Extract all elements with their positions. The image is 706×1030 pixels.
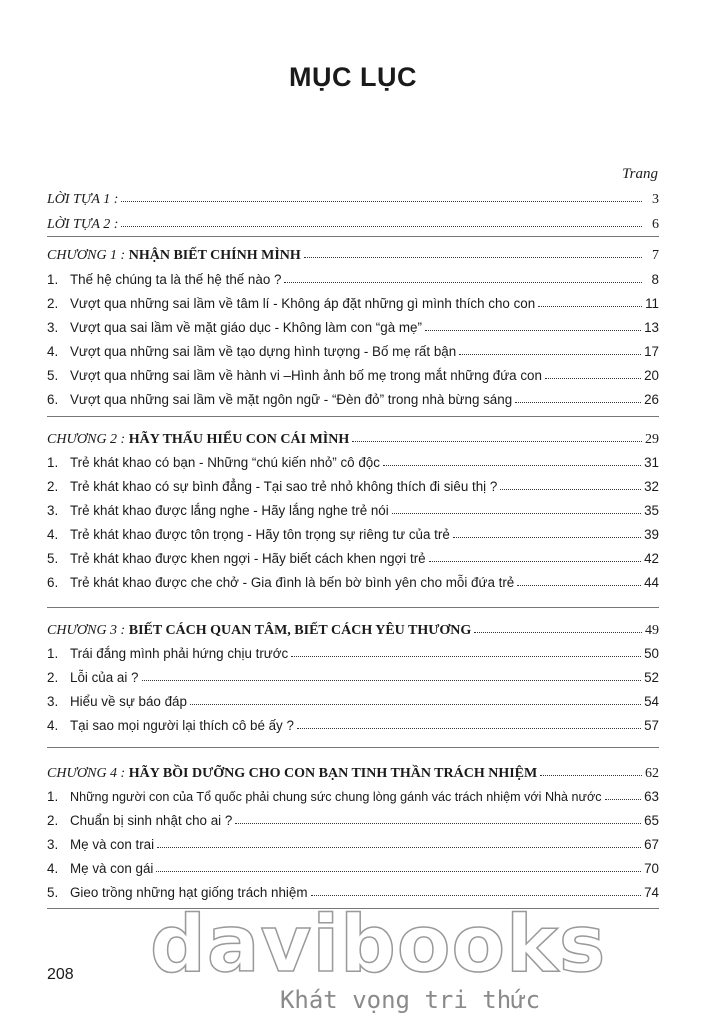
page-ref: 42 <box>644 551 659 566</box>
dot-leader <box>121 187 642 202</box>
chapter-prefix: CHƯƠNG 1 : <box>47 248 129 263</box>
item-number: 3. <box>47 320 59 335</box>
page-ref: 26 <box>644 392 659 407</box>
toc-item <box>47 341 659 361</box>
item-label: Mẹ và con gái <box>70 861 154 876</box>
dot-leader <box>459 340 641 355</box>
page-column-header: Trang <box>622 166 658 182</box>
dot-leader <box>392 499 641 514</box>
item-number: 5. <box>47 885 59 900</box>
toc-item <box>47 269 659 289</box>
watermark-logo: davibooks <box>150 900 607 990</box>
dot-leader <box>425 316 641 331</box>
chapter-title: NHẬN BIẾT CHÍNH MÌNH <box>128 248 301 263</box>
toc-item <box>47 834 659 854</box>
page-ref: 11 <box>645 296 659 311</box>
page-ref: 62 <box>645 766 659 781</box>
dot-leader <box>515 388 641 403</box>
item-label: Vượt qua những sai lầm về mặt ngôn ngữ - “Đèn đỏ” trong nhà bừng sáng <box>70 392 513 407</box>
item-label: Những người con của Tổ quốc phải chung sức chung lòng gánh vác trách nhiệm với Nhà nước <box>70 790 602 804</box>
item-label: Vượt qua những sai lầm về tâm lí - Không áp đặt những gì mình thích cho con <box>70 296 536 311</box>
page-ref: 74 <box>644 885 659 900</box>
page-ref: 29 <box>645 432 659 447</box>
section-divider <box>47 236 659 237</box>
chapter-heading <box>47 762 659 782</box>
item-label: Hiểu về sự báo đáp <box>70 694 187 709</box>
item-number: 2. <box>47 813 59 828</box>
toc-item <box>47 858 659 878</box>
page-ref: 67 <box>644 837 659 852</box>
toc-item <box>47 548 659 568</box>
toc-item <box>47 786 659 806</box>
section-divider <box>47 607 659 608</box>
toc-item <box>47 452 659 472</box>
toc-item <box>47 524 659 544</box>
page-ref: 65 <box>644 813 659 828</box>
item-label: Trẻ khát khao có bạn - Những “chú kiến nhỏ” cô độc <box>70 455 380 470</box>
intro-label: LỜI TỰA 2 : <box>47 217 119 232</box>
dot-leader <box>453 523 641 538</box>
dot-leader <box>311 881 642 896</box>
page-ref: 32 <box>644 479 659 494</box>
dot-leader <box>291 642 641 657</box>
dot-leader <box>190 690 641 705</box>
item-number: 3. <box>47 837 59 852</box>
page-ref: 13 <box>644 320 659 335</box>
item-label: Vượt qua những sai lầm về tạo dựng hình tượng - Bố mẹ rất bận <box>70 344 457 359</box>
dot-leader <box>538 292 642 307</box>
page-ref: 39 <box>644 527 659 542</box>
page-ref: 35 <box>644 503 659 518</box>
item-number: 2. <box>47 479 59 494</box>
item-label: Trẻ khát khao được lắng nghe - Hãy lắng nghe trẻ nói <box>70 503 389 518</box>
toc-item <box>47 365 659 385</box>
toc-item <box>47 293 659 313</box>
item-number: 5. <box>47 551 59 566</box>
toc-item <box>47 667 659 687</box>
dot-leader <box>235 809 641 824</box>
section-divider <box>47 747 659 748</box>
toc-intro-row <box>47 213 659 233</box>
page-ref: 49 <box>645 623 659 638</box>
chapter-prefix: CHƯƠNG 3 : <box>47 623 129 638</box>
item-label: Vượt qua sai lầm về mặt giáo dục - Không làm con “gà mẹ” <box>70 320 422 335</box>
toc-item <box>47 715 659 735</box>
watermark-tagline: Khát vọng tri thức <box>279 986 541 1014</box>
dot-leader <box>297 714 641 729</box>
item-label: Chuẩn bị sinh nhật cho ai ? <box>70 813 233 828</box>
toc-item <box>47 389 659 409</box>
dot-leader <box>121 212 642 227</box>
item-label: Mẹ và con trai <box>70 837 155 852</box>
chapter-title: BIẾT CÁCH QUAN TÂM, BIẾT CÁCH YÊU THƯƠNG <box>128 623 472 638</box>
item-label: Gieo trồng những hạt giống trách nhiệm <box>70 885 308 900</box>
dot-leader <box>540 761 642 776</box>
item-number: 5. <box>47 368 59 383</box>
item-number: 3. <box>47 503 59 518</box>
item-label: Tại sao mọi người lại thích cô bé ấy ? <box>70 718 294 733</box>
toc-item <box>47 643 659 663</box>
chapter-heading <box>47 428 659 448</box>
page-ref: 70 <box>644 861 659 876</box>
toc-item <box>47 500 659 520</box>
dot-leader <box>157 833 641 848</box>
dot-leader <box>352 427 642 442</box>
item-label: Trẻ khát khao được che chở - Gia đình là bến bờ bình yên cho mỗi đứa trẻ <box>70 575 515 590</box>
chapter-heading <box>47 244 659 264</box>
dot-leader <box>545 364 641 379</box>
item-label: Trẻ khát khao có sự bình đẳng - Tại sao trẻ nhỏ không thích đi siêu thị ? <box>70 479 498 494</box>
dot-leader <box>156 857 641 872</box>
dot-leader <box>605 785 642 800</box>
page-ref: 31 <box>644 455 659 470</box>
item-number: 4. <box>47 344 59 359</box>
item-number: 3. <box>47 694 59 709</box>
chapter-title: HÃY THẤU HIỂU CON CÁI MÌNH <box>128 432 350 447</box>
page-ref: 44 <box>644 575 659 590</box>
page-ref: 50 <box>644 646 659 661</box>
toc-item <box>47 810 659 830</box>
dot-leader <box>284 268 642 283</box>
dot-leader <box>474 618 642 633</box>
page-ref: 63 <box>644 789 659 804</box>
page-number: 208 <box>47 966 74 983</box>
item-number: 6. <box>47 392 59 407</box>
chapter-prefix: CHƯƠNG 2 : <box>47 432 129 447</box>
chapter-prefix: CHƯƠNG 4 : <box>47 766 129 781</box>
page-ref: 8 <box>651 272 659 287</box>
dot-leader <box>142 666 642 681</box>
item-number: 2. <box>47 296 59 311</box>
page-ref: 17 <box>644 344 659 359</box>
chapter-heading <box>47 619 659 639</box>
item-label: Trẻ khát khao được khen ngợi - Hãy biết cách khen ngợi trẻ <box>70 551 426 566</box>
toc-intro-row <box>47 188 659 208</box>
dot-leader <box>383 451 641 466</box>
dot-leader <box>500 475 641 490</box>
toc-item <box>47 691 659 711</box>
section-divider <box>47 416 659 417</box>
item-number: 1. <box>47 272 59 287</box>
item-number: 1. <box>47 789 59 804</box>
item-label: Vượt qua những sai lầm về hành vi –Hình ảnh bố mẹ trong mắt những đứa con <box>70 368 542 383</box>
dot-leader <box>304 243 642 258</box>
page-title: MỤC LỤC <box>289 62 417 92</box>
chapter-title: HÃY BỒI DƯỠNG CHO CON BẠN TINH THẦN TRÁCH NHIỆM <box>128 766 538 781</box>
toc-item <box>47 882 659 902</box>
item-number: 4. <box>47 718 59 733</box>
page-ref: 54 <box>644 694 659 709</box>
item-label: Thế hệ chúng ta là thế hệ thế nào ? <box>70 272 282 287</box>
page-ref: 52 <box>644 670 659 685</box>
page-ref: 20 <box>644 368 659 383</box>
item-label: Trái đắng mình phải hứng chịu trước <box>70 646 289 661</box>
item-number: 6. <box>47 575 59 590</box>
dot-leader <box>517 571 641 586</box>
item-label: Trẻ khát khao được tôn trọng - Hãy tôn trọng sự riêng tư của trẻ <box>70 527 450 542</box>
page-ref: 3 <box>652 192 659 207</box>
item-number: 4. <box>47 527 59 542</box>
page-ref: 6 <box>652 217 659 232</box>
item-number: 2. <box>47 670 59 685</box>
toc-item <box>47 572 659 592</box>
toc-item <box>47 317 659 337</box>
item-number: 4. <box>47 861 59 876</box>
page-ref: 7 <box>652 248 659 263</box>
item-number: 1. <box>47 455 59 470</box>
page-ref: 57 <box>644 718 659 733</box>
item-label: Lỗi của ai ? <box>70 670 139 685</box>
toc-item <box>47 476 659 496</box>
dot-leader <box>429 547 641 562</box>
intro-label: LỜI TỰA 1 : <box>47 192 119 207</box>
item-number: 1. <box>47 646 59 661</box>
